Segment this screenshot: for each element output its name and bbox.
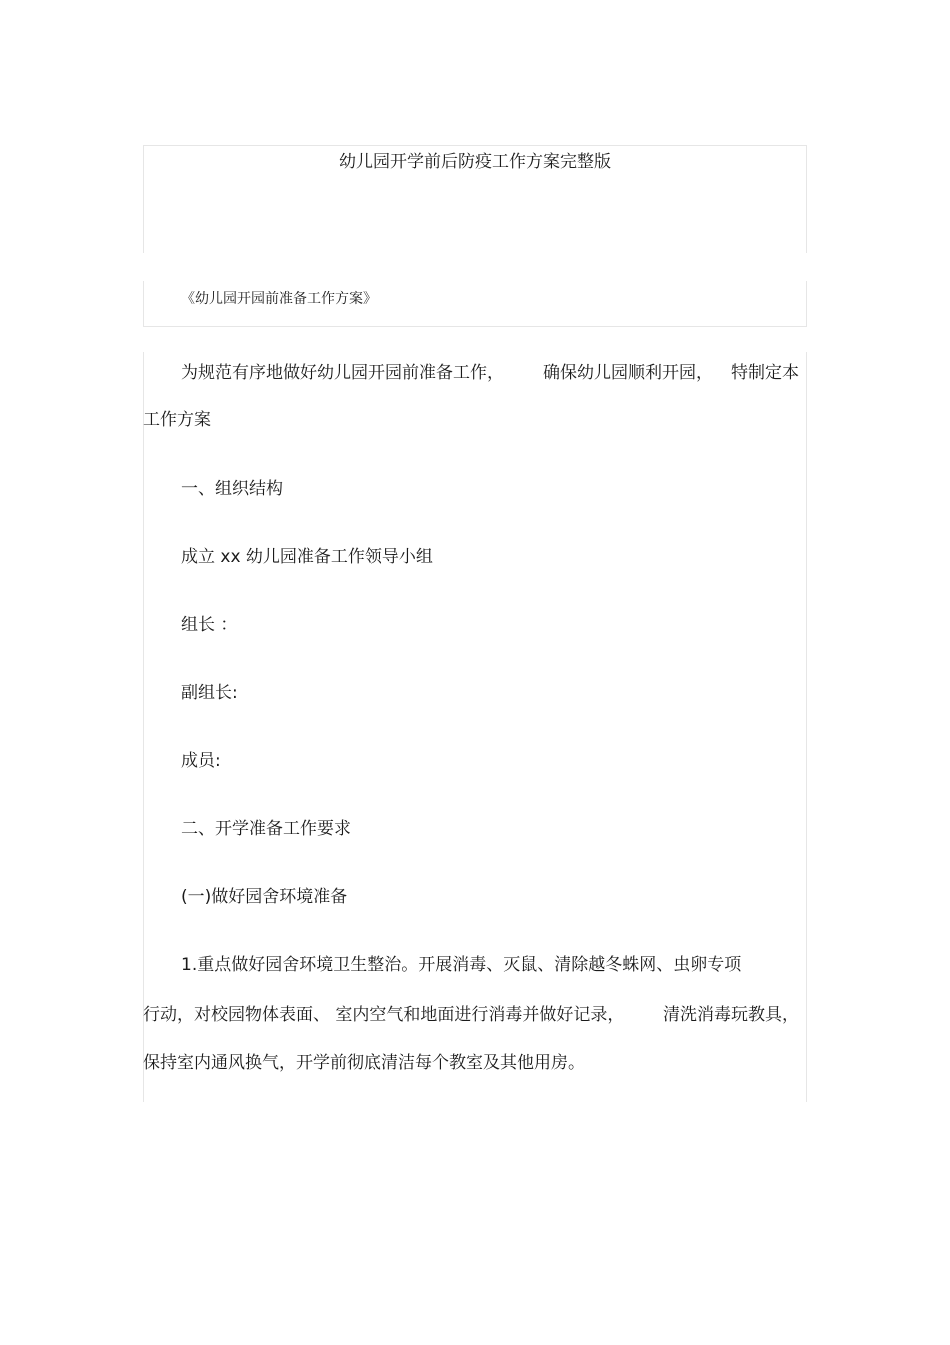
item1-line-1: 1.重点做好园舍环境卫生整治。开展消毒、灭鼠、清除越冬蛛网、虫卵专项 [181, 955, 742, 975]
frame-mid-line [143, 326, 807, 327]
intro-part-3: 特制定本 [731, 363, 799, 383]
frame-left-line-2 [143, 281, 144, 327]
document-title: 幼儿园开学前后防疫工作方案完整版 [339, 152, 611, 172]
section2-heading: 二、开学准备工作要求 [181, 819, 351, 839]
section1-leader: 组长 ： [181, 615, 238, 635]
intro-part-2: 确保幼儿园顺利开园， [543, 363, 713, 383]
frame-top-line [143, 145, 807, 146]
frame-left-line-3 [143, 352, 144, 1102]
frame-right-line-3 [806, 352, 807, 1102]
section1-members: 成员: [181, 751, 221, 771]
intro-part-1: 为规范有序地做好幼儿园开园前准备工作， [181, 363, 504, 383]
item1-line-2a: 行动，对校园物体表面、 室内空气和地面进行消毒并做好记录， [143, 1005, 625, 1025]
frame-right-line-2 [806, 281, 807, 327]
item1-line-2b: 清洗消毒玩教具， [663, 1005, 799, 1025]
item1-line-3: 保持室内通风换气，开学前彻底清洁每个教室及其他用房。 [143, 1053, 585, 1073]
section2-sub1: (一)做好园舍环境准备 [181, 887, 348, 907]
section1-heading: 一、组织结构 [181, 479, 283, 499]
section1-group: 成立 xx 幼儿园准备工作领导小组 [181, 547, 433, 567]
document-subtitle: 《幼儿园开园前准备工作方案》 [181, 291, 377, 307]
section1-vice-leader: 副组长: [181, 683, 238, 703]
intro-line-2: 工作方案 [143, 410, 211, 430]
